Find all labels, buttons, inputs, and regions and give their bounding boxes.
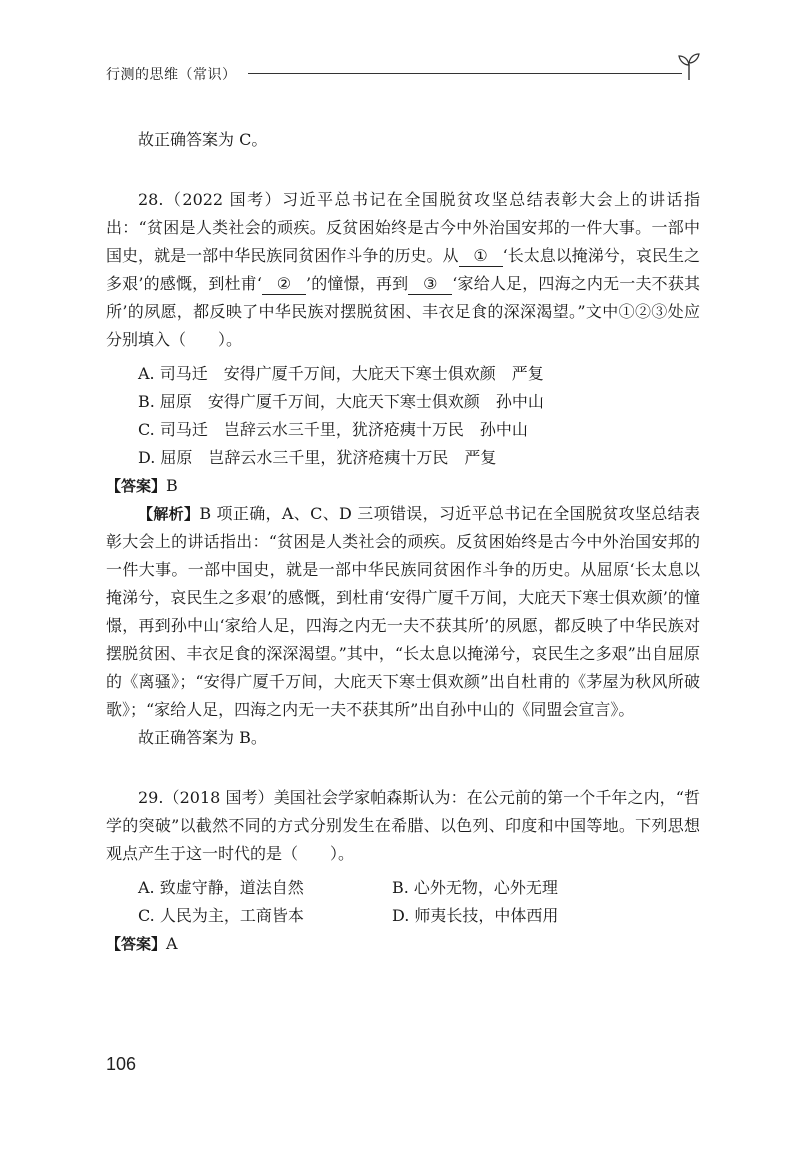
blank-1: ① bbox=[459, 246, 503, 267]
analysis-text: B 项正确，A、C、D 三项错误，习近平总书记在全国脱贫攻坚总结表彰大会上的讲话指出：“贫困是人类社会的顽疾。反贫困始终是古今中外治国安邦的一件大事。一部中国史，就是一部中华民族同贫困作斗争的历史。从屈原‘长太息以掩涕兮，哀民生之多艰’的感慨，到杜甫‘安得广厦千万间，大庇天下寒士俱欢颜’的憧憬，再到孙中山‘家给人足，四海之内无一夫不获其所’的夙愿，都反映了中华民族对摆脱贫困、丰衣足食的深深渴望。”其中，“长太息以掩涕兮，哀民生之多艰”出自屈原的《离骚》；“安得广厦千万间，大庇天下寒士俱欢颜”出自杜甫的《茅屋为秋风所破歌》；“家给人足，四海之内无一夫不获其所”出自孙中山的《同盟会宣言》。 bbox=[106, 504, 700, 719]
question-28-source: 28.（2022 国考） bbox=[138, 190, 283, 209]
sprout-icon bbox=[676, 52, 702, 82]
header-title: 行测的思维（常识） bbox=[106, 67, 237, 83]
option-d: D. 师夷长技，中体西用 bbox=[392, 906, 559, 925]
options-row-1 bbox=[106, 874, 700, 902]
header-rule bbox=[248, 73, 682, 74]
prev-conclusion: 故正确答案为 C。 bbox=[138, 130, 268, 149]
answer-line-28 bbox=[106, 472, 700, 500]
page-body bbox=[106, 126, 700, 958]
blank-3: ③ bbox=[408, 274, 452, 295]
answer-value: A bbox=[166, 934, 178, 953]
option-a: A. 司马迁 安得广厦千万间，大庇天下寒士俱欢颜 严复 bbox=[138, 364, 544, 383]
option-c: C. 司马迁 岂辞云水三千里，犹济疮痍十万民 孙中山 bbox=[138, 420, 528, 439]
option-c: C. 人民为主，工商皆本 bbox=[138, 906, 304, 925]
answer-tag: 【答案】 bbox=[106, 477, 167, 495]
option-b: B. 屈原 安得广厦千万间，大庇天下寒士俱欢颜 孙中山 bbox=[138, 392, 544, 411]
answer-tag: 【答案】 bbox=[106, 935, 167, 953]
analysis-28 bbox=[106, 500, 700, 724]
blank-2: ② bbox=[262, 274, 306, 295]
option-a: A. 致虚守静，道法自然 bbox=[138, 878, 304, 897]
answer-value: B bbox=[166, 476, 178, 495]
page-number: 106 bbox=[106, 1054, 137, 1074]
question-28-stem: 28.（2022 国考）习近平总书记在全国脱贫攻坚总结表彰大会上的讲话指出：“贫困是人类社会的顽疾。反贫困始终是古今中外治国安邦的一件大事。一部中国史，就是一部中华民族同贫困作斗争的历史。从 ① ‘长太息以掩涕兮，哀民生之多艰’的感慨，到杜甫‘ ② ’的憧憬，再到 ③ ‘家给人足，四海之内无一夫不获其所’的夙愿，都反映了中华民族对摆脱贫困、丰衣足食的深深渴望。”文中①②③处应分别填入（ ）。 bbox=[106, 190, 700, 349]
answer-line-29 bbox=[106, 930, 700, 958]
option-d: D. 屈原 岂辞云水三千里，犹济疮痍十万民 严复 bbox=[138, 448, 497, 467]
running-header bbox=[106, 58, 702, 88]
conclusion-28: 故正确答案为 B。 bbox=[138, 728, 267, 747]
question-29-stem: 29.（2018 国考）美国社会学家帕森斯认为：在公元前的第一个千年之内，“哲学的突破”以截然不同的方式分别发生在希腊、以色列、印度和中国等地。下列思想观点产生于这一时代的是（ ）。 bbox=[106, 788, 700, 863]
options-row-2 bbox=[106, 902, 700, 930]
analysis-tag: 【解析】 bbox=[138, 505, 200, 523]
option-b: B. 心外无物，心外无理 bbox=[392, 878, 558, 897]
